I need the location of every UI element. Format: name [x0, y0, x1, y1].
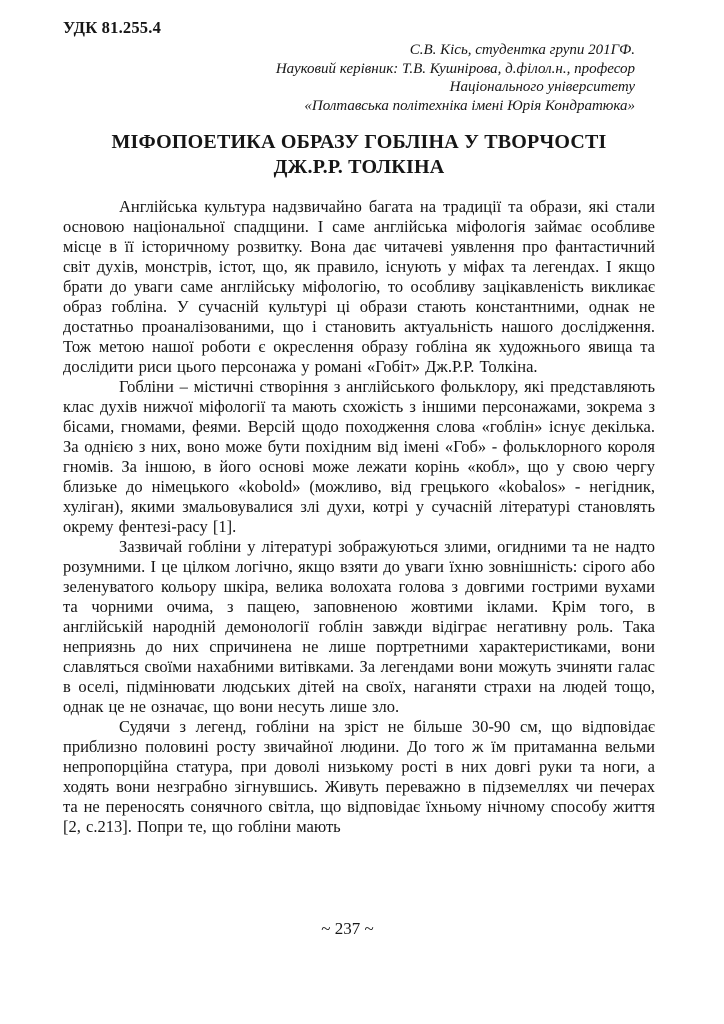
university-name-line: «Полтавська політехніка імені Юрія Кондратюка» — [304, 97, 635, 114]
university-line: Національного університету — [449, 79, 635, 95]
article-body — [63, 197, 655, 837]
paragraph-etymology: Гобліни – містичні створіння з англійського фольклору, які представляють клас духів нижчої міфології та мають схожість з іншими персонажами, зокрема з бісами, гномами, феями. Версій щодо походження слова «гоблін» існує декілька. За однією з них, воно може бути похідним від імені «Гоб» - фольклорного короля гномів. За іншою, в його основі може лежати корінь «кобл», що у свою чергу близьке до німецького «kobold» (можливо, від грецького «kobalos» - негідник, хуліган), якими змальовувалися злі духи, котрі у сучасній літературі становлять окрему фентезі-расу [1]. — [63, 377, 655, 536]
page-number: ~ 237 ~ — [321, 919, 374, 938]
article-title — [63, 130, 655, 180]
supervisor-line: Науковий керівник: Т.В. Кушнірова, д.філол.н., професор — [275, 60, 635, 77]
article-title-line-2: ДЖ.Р.Р. ТОЛКІНА — [273, 156, 445, 178]
paragraph-appearance: Зазвичай гобліни у літературі зображуються злими, огидними та не надто розумними. І це цілком логічно, якщо взяти до уваги їхню зовнішність: сірого або зеленуватого кольору шкіра, велика волохата голова з довгими гострими вухами та чорними очима, з пащею, заповненою жовтими іклами. Крім того, в англійській народній демонології гоблін завжди відіграє негативну роль. Така неприязнь до них спричинена не лише портретними характеристиками, вони славляться своїми нахабними витівками. За легендами вони можуть зчиняти галас в оселі, підмінювати людських дітей на своїх, наганяти страхи на людей тощо, однак це не означає, що вони несуть лише зло. — [63, 537, 655, 716]
paragraph-legends: Судячи з легенд, гобліни на зріст не більше 30-90 см, що відповідає приблизно половині росту звичайної людини. До того ж їм притаманна вельми непропорційна статура, при доволі низькому рості в них довгі руки та ноги, а ходять вони незграбно зігнувшись. Живуть переважно в підземеллях чи печерах та не переносять сонячного світла, що відповідає їхньому нічному способу життя [2, с.213]. Попри те, що гобліни мають — [63, 717, 655, 836]
paragraph-intro: Англійська культура надзвичайно багата на традиції та образи, які стали основою національної спадщини. І саме англійська міфологія займає особливе місце в її історичному розвитку. Вона дає читачеві уявлення про фантастичний світ духів, монстрів, істот, що, як правило, існують у міфах та легендах. І якщо брати до уваги саме англійську міфологію, то особливу зацікавленість викликає образ гобліна. У сучасній культурі ці образи стають константними, однак не достатньо проаналізованими, що і становить актуальність нашого дослідження. Тож метою нашої роботи є окреслення образу гобліна як художнього явища та дослідити риси цього персонажа у романі «Гобіт» Дж.Р.Р. Толкіна. — [63, 197, 655, 376]
author-line: С.В. Кісь, студентка групи 201ГФ. — [409, 42, 635, 58]
article-title-line-1: МІФОПОЕТИКА ОБРАЗУ ГОБЛІНА У ТВОРЧОСТІ — [111, 131, 607, 153]
author-block — [63, 41, 655, 115]
udk-code: УДК 81.255.4 — [63, 18, 162, 37]
